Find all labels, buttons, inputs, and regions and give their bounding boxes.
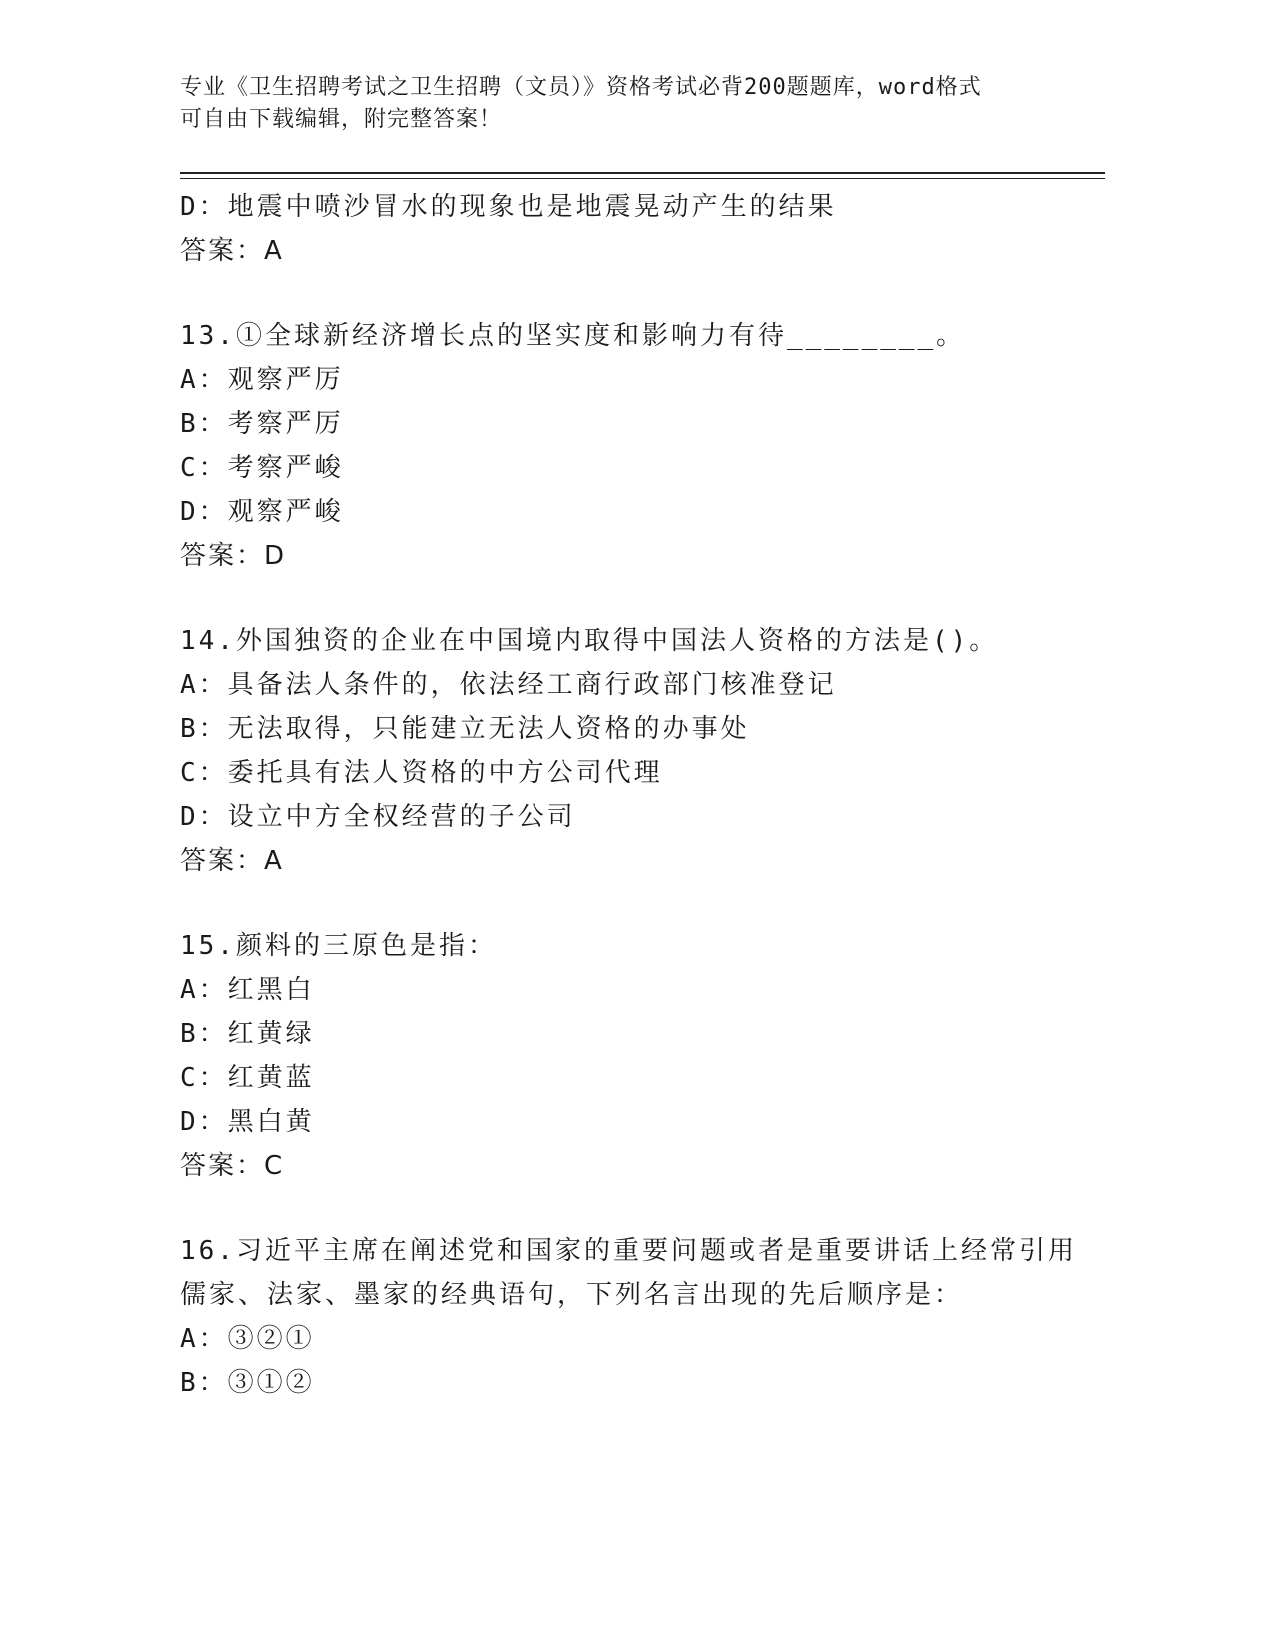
- option-b: B：③①②: [180, 1368, 315, 1398]
- option-b: B：无法取得，只能建立无法人资格的办事处: [180, 714, 750, 744]
- option-c: C：红黄蓝: [180, 1063, 315, 1093]
- option-a: A：③②①: [180, 1324, 315, 1354]
- prev-answer: 答案：A: [180, 236, 284, 266]
- option-c: C：考察严峻: [180, 453, 344, 483]
- option-c: C：委托具有法人资格的中方公司代理: [180, 758, 663, 788]
- answer: 答案：D: [180, 541, 287, 571]
- option-d: D：黑白黄: [180, 1107, 315, 1137]
- question-list: [180, 185, 1077, 1405]
- question-stem-line-1: 16.习近平主席在阐述党和国家的重要问题或者是重要讲话上经常引用: [180, 1236, 1077, 1266]
- question-stem: 14.外国独资的企业在中国境内取得中国法人资格的方法是()。: [180, 626, 999, 656]
- question-stem: 15.颜料的三原色是指：: [180, 931, 497, 961]
- question-13: [180, 314, 1060, 578]
- question-stem: 13.①全球新经济增长点的坚实度和影响力有待________。: [180, 321, 966, 351]
- option-a: A：具备法人条件的，依法经工商行政部门核准登记: [180, 670, 837, 700]
- header-line-2: 可自由下载编辑，附完整答案！: [180, 107, 503, 132]
- option-a: A：红黑白: [180, 975, 315, 1005]
- header-divider-thick: [180, 172, 1105, 174]
- option-d: D：设立中方全权经营的子公司: [180, 802, 576, 832]
- answer: 答案：C: [180, 1151, 285, 1181]
- option-d: D：观察严峻: [180, 497, 344, 527]
- document-header: [180, 72, 1040, 136]
- option-b: B：考察严厉: [180, 409, 344, 439]
- question-16: [180, 1229, 1077, 1405]
- question-15: [180, 924, 1060, 1188]
- header-line-1: 专业《卫生招聘考试之卫生招聘（文员）》资格考试必背200题题库，word格式: [180, 75, 982, 100]
- header-divider-thin: [180, 178, 1105, 179]
- question-14: [180, 619, 1060, 883]
- question-stem-line-2: 儒家、法家、墨家的经典语句，下列名言出现的先后顺序是：: [180, 1280, 964, 1310]
- option-b: B：红黄绿: [180, 1019, 315, 1049]
- option-a: A：观察严厉: [180, 365, 344, 395]
- answer: 答案：A: [180, 846, 284, 876]
- prev-option-d: D：地震中喷沙冒水的现象也是地震晃动产生的结果: [180, 192, 837, 222]
